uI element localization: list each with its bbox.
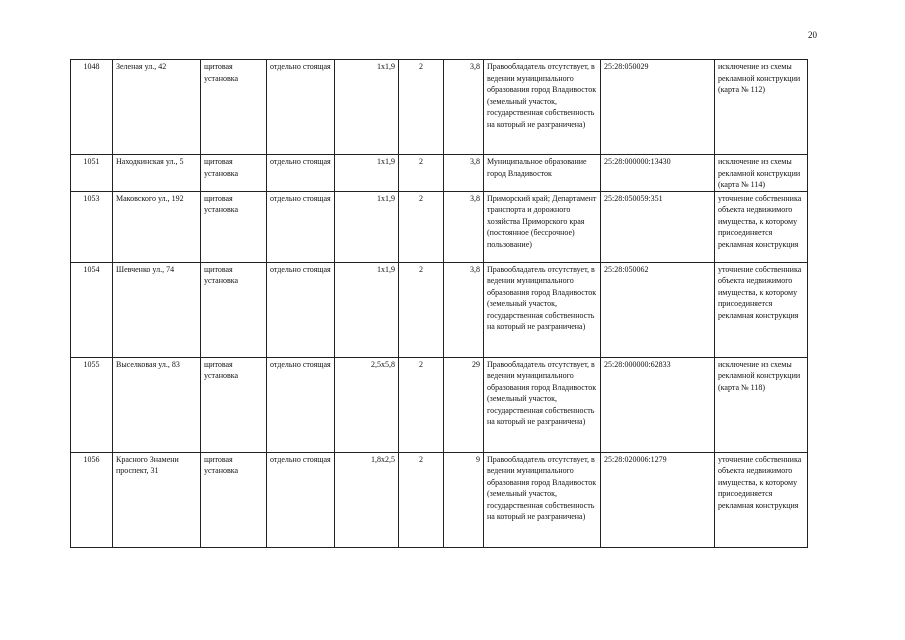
cell-number: 1048 [71,60,113,155]
cell-cadastral: 25:28:000000:62833 [601,357,715,452]
cell-cadastral: 25:28:020006:1279 [601,452,715,547]
cell-placement: отдельно стоящая [267,357,335,452]
cell-type: щитовая установка [201,191,267,262]
table-row [71,191,808,262]
cell-sides: 2 [399,191,444,262]
cell-number: 1053 [71,191,113,262]
cell-sides: 2 [399,452,444,547]
cell-address: Находкинская ул., 5 [113,155,201,192]
cell-placement: отдельно стоящая [267,191,335,262]
cell-address: Зеленая ул., 42 [113,60,201,155]
cell-size: 2,5x5,8 [335,357,399,452]
cell-address: Выселковая ул., 83 [113,357,201,452]
cell-type: щитовая установка [201,60,267,155]
cell-owner: Правообладатель отсутствует, в ведении муниципального образования город Владивосток (земельный участок, государственная собственность на который не разграничена) [484,60,601,155]
table-row [71,155,808,192]
cell-number: 1051 [71,155,113,192]
cell-sides: 2 [399,357,444,452]
cell-owner: Муниципальное образование город Владивосток [484,155,601,192]
cell-address: Шевченко ул., 74 [113,262,201,357]
table-row [71,60,808,155]
cell-size: 1x1,9 [335,262,399,357]
table-row [71,262,808,357]
cell-sides: 2 [399,60,444,155]
cell-cadastral: 25:28:050029 [601,60,715,155]
cell-area: 3,8 [444,191,484,262]
cell-type: щитовая установка [201,452,267,547]
cell-note: исключение из схемы рекламной конструкции (карта № 118) [715,357,808,452]
cell-owner: Правообладатель отсутствует, в ведении муниципального образования город Владивосток (земельный участок, государственная собственность на который не разграничена) [484,357,601,452]
advertising-structures-table [70,59,808,548]
cell-cadastral: 25:28:050059:351 [601,191,715,262]
cell-size: 1x1,9 [335,60,399,155]
cell-owner: Приморский край; Департамент транспорта и дорожного хозяйства Приморского края (постоянное (бессрочное) пользование) [484,191,601,262]
cell-type: щитовая установка [201,357,267,452]
cell-number: 1054 [71,262,113,357]
page-number: 20 [808,30,817,40]
cell-area: 3,8 [444,60,484,155]
cell-size: 1,8x2,5 [335,452,399,547]
cell-owner: Правообладатель отсутствует, в ведении муниципального образования город Владивосток (земельный участок, государственная собственность на который не разграничена) [484,452,601,547]
cell-placement: отдельно стоящая [267,262,335,357]
cell-area: 9 [444,452,484,547]
cell-note: уточнение собственника объекта недвижимого имущества, к которому присоединяется рекламная конструкция [715,191,808,262]
cell-type: щитовая установка [201,155,267,192]
cell-placement: отдельно стоящая [267,60,335,155]
cell-sides: 2 [399,262,444,357]
cell-number: 1056 [71,452,113,547]
cell-placement: отдельно стоящая [267,155,335,192]
cell-placement: отдельно стоящая [267,452,335,547]
cell-note: уточнение собственника объекта недвижимого имущества, к которому присоединяется рекламная конструкция [715,452,808,547]
cell-size: 1x1,9 [335,155,399,192]
cell-cadastral: 25:28:050062 [601,262,715,357]
cell-area: 3,8 [444,262,484,357]
cell-address: Красного Знамени проспект, 31 [113,452,201,547]
cell-note: исключение из схемы рекламной конструкции (карта № 112) [715,60,808,155]
cell-note: исключение из схемы рекламной конструкции (карта № 114) [715,155,808,192]
cell-address: Маковского ул., 192 [113,191,201,262]
cell-size: 1x1,9 [335,191,399,262]
cell-type: щитовая установка [201,262,267,357]
cell-cadastral: 25:28:000000:13430 [601,155,715,192]
cell-note: уточнение собственника объекта недвижимого имущества, к которому присоединяется рекламная конструкция [715,262,808,357]
table-row [71,357,808,452]
table-row [71,452,808,547]
cell-sides: 2 [399,155,444,192]
cell-number: 1055 [71,357,113,452]
cell-owner: Правообладатель отсутствует, в ведении муниципального образования город Владивосток (земельный участок, государственная собственность на который не разграничена) [484,262,601,357]
cell-area: 29 [444,357,484,452]
cell-area: 3,8 [444,155,484,192]
